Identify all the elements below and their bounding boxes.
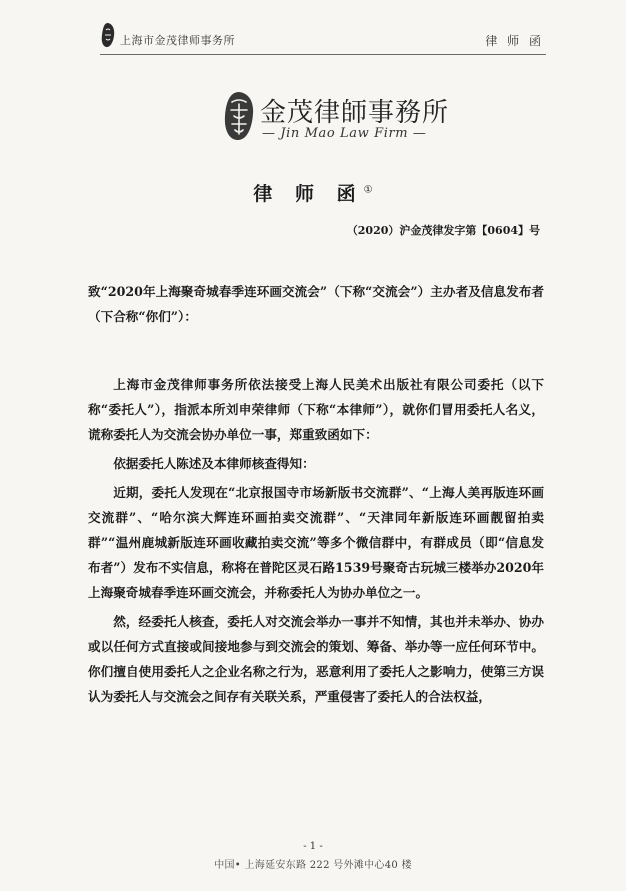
firm-logo-small-icon (100, 22, 116, 48)
basis-paragraph: 依据委托人陈述及本律师核查得知： (113, 456, 315, 471)
header-firm-name: 上海市金茂律师事务所 (120, 34, 235, 47)
document-title-text: 律 师 函 (253, 183, 364, 205)
finding-paragraph: 然，经委托人核查，委托人对交流会举办一事并不知情，其也并未举办、协办或以任何方式直接或间接地参与到交流会的策划、筹备、举办等一应任何环节中。你们擅自使用委托人之企业名称之行为，恶意利用了委托人之影响力，使第三方误认为委托人与交流会之间存有关联关系，严重侵害了委托人的合法权益， (88, 614, 544, 704)
document-title (0, 179, 626, 206)
footer-address: 中国• 上海延安东路 222 号外滩中心40 楼 (214, 860, 412, 871)
logo-firm-name-cn: 金茂律師事務所 (260, 98, 450, 128)
page-header (100, 20, 546, 55)
logo-firm-name-en: — Jin Mao Law Firm — (262, 126, 427, 141)
facts-paragraph: 近期，委托人发现在“北京报国寺市场新版书交流群”、“上海人美再版连环画交流群”、“哈尔滨大辉连环画拍卖交流群”、“天津同年新版连环画靓留拍卖群”“温州鹿城新版连环画收藏拍卖交流”等多个微信群中，有群成员（即“信息发布者”）发布不实信息，称将在普陀区灵石路1539号聚奇古玩城三楼举办2020年上海聚奇城春季连环画交流会，并称委托人为协办单位之一。 (88, 485, 544, 600)
intro-paragraph: 上海市金茂律师事务所依法接受上海人民美术出版社有限公司委托（以下称“委托人”），指派本所刘申荣律师（下称“本律师”），就你们冒用委托人名义，谎称委托人为交流会协办单位一事，郑重致函如下： (88, 377, 544, 442)
salutation-paragraph: 致“2020年上海聚奇城春季连环画交流会”（下称“交流会”）主办者及信息发布者（下合称“你们”）： (88, 284, 544, 324)
reference-number: （2020）沪金茂律发字第【0604】号 (346, 224, 540, 237)
letter-body (88, 279, 544, 709)
footnote-mark: ① (363, 184, 373, 196)
firm-seal-icon (222, 90, 256, 142)
page-number: - 1 - (303, 841, 323, 852)
header-doc-type: 律 师 函 (485, 34, 544, 48)
